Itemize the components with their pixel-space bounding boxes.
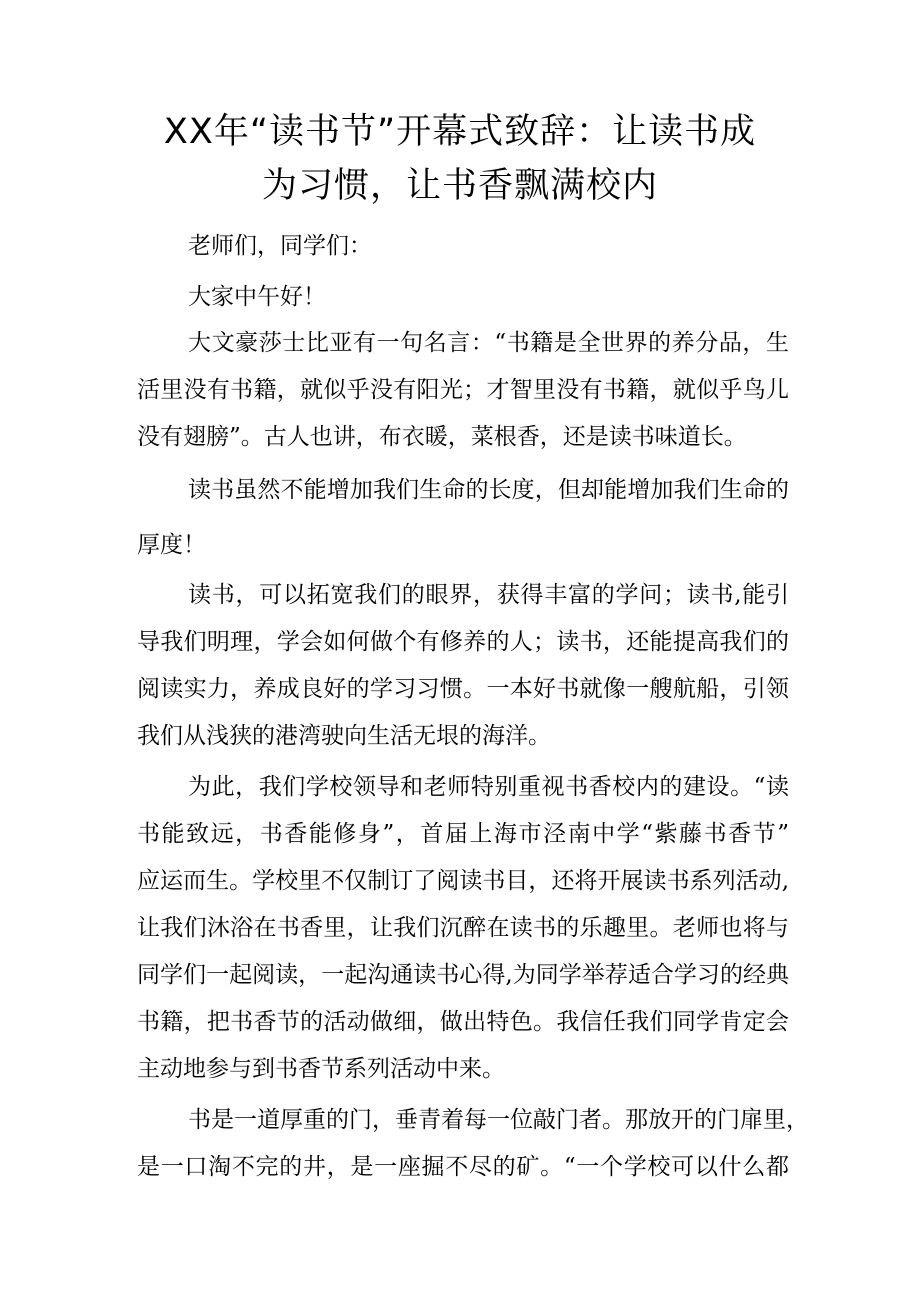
paragraph-5-line-1: 书是一道厚重的门，垂青着每一位敲门者。那放开的门扉里，	[188, 1107, 809, 1133]
greeting: 大家中午好！	[188, 284, 326, 310]
paragraph-1-line-1: 大文豪莎士比亚有一句名言：“书籍是全世界的养分品，生	[188, 330, 789, 356]
document-title-line-2: 为习惯，让书香飘满校内	[261, 166, 658, 206]
paragraph-3-line-2: 导我们明理，学会如何做个有修养的人；读书，还能提高我们的	[137, 629, 789, 655]
paragraph-1-line-3: 没有翅膀”。古人也讲，布衣暖，菜根香，还是读书味道长。	[137, 424, 747, 450]
paragraph-3-line-3: 阅读实力，养成良好的学习习惯。一本好书就像一艘航船，引领	[137, 676, 789, 702]
paragraph-2-line-2: 厚度！	[137, 532, 206, 558]
salutation: 老师们，同学们：	[188, 233, 372, 259]
paragraph-5-line-2: 是一口淘不完的井，是一座掘不尽的矿。“一个学校可以什么都	[137, 1154, 789, 1180]
paragraph-4-line-7: 主动地参与到书香节系列活动中来。	[137, 1056, 505, 1082]
document-title-line-1: XX年“读书节”开幕式致辞：让读书成	[163, 112, 757, 152]
paragraph-4-line-2: 书能致远，书香能修身”，首届上海市泾南中学“紫藤书香节”	[137, 821, 789, 847]
paragraph-4-line-4: 让我们沐浴在书香里，让我们沉醉在读书的乐趣里。老师也将与	[137, 915, 789, 941]
paragraph-3-line-1: 读书，可以拓宽我们的眼界，获得丰富的学问；读书,能引	[188, 582, 789, 608]
paragraph-4-line-5: 同学们一起阅读，一起沟通读书心得,为同学举荐适合学习的经典	[137, 962, 789, 988]
paragraph-3-line-4: 我们从浅狭的港湾驶向生活无垠的海洋。	[137, 723, 551, 749]
paragraph-2-line-1: 读书虽然不能增加我们生命的长度，但却能增加我们生命的	[188, 477, 789, 503]
paragraph-1-line-2: 活里没有书籍，就似乎没有阳光；才智里没有书籍，就似乎鸟儿	[137, 377, 789, 403]
paragraph-4-line-6: 书籍，把书香节的活动做细，做出特色。我信任我们同学肯定会	[137, 1009, 789, 1035]
paragraph-4-line-1: 为此，我们学校领导和老师特别重视书香校内的建设。“读	[188, 774, 789, 800]
paragraph-4-line-3: 应运而生。学校里不仅制订了阅读书目，还将开展读书系列活动,	[137, 868, 789, 894]
